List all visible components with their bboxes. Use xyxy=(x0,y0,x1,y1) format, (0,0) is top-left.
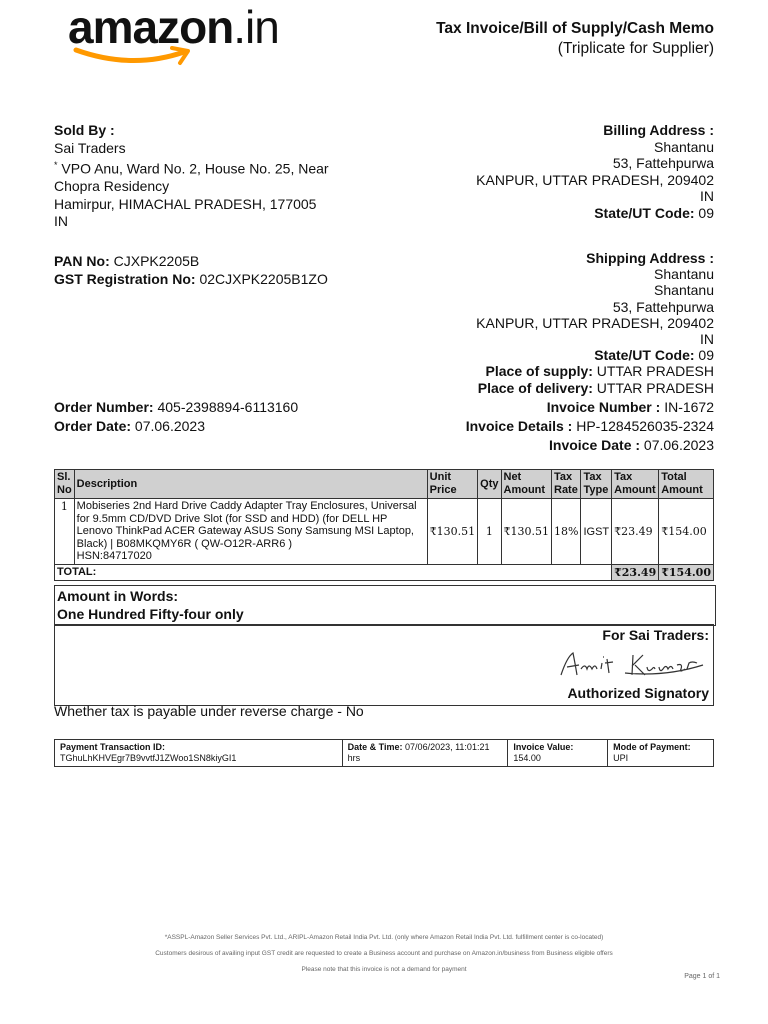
header-tax-amount: Tax Amount xyxy=(612,470,659,499)
header-unit-price: Unit Price xyxy=(427,470,478,499)
header-net-amount: Net Amount xyxy=(501,470,552,499)
header-tax-type: Tax Type xyxy=(581,470,612,499)
header-description: Description xyxy=(74,470,427,499)
shipping-name2: Shantanu xyxy=(654,282,714,299)
billing-country: IN xyxy=(700,188,714,204)
table-row xyxy=(55,499,714,565)
shipping-address-label: Shipping Address : xyxy=(586,250,714,266)
seller-address-line1: * VPO Anu, Ward No. 2, House No. 25, Near Chopra Residency xyxy=(54,160,329,195)
payment-datetime-cell: Date & Time: 07/06/2023, 11:01:21 hrs xyxy=(342,740,508,767)
gst-registration: GST Registration No: 02CJXPK2205B1ZO xyxy=(54,271,328,287)
seller-address-line2: Hamirpur, HIMACHAL PRADESH, 177005 xyxy=(54,195,317,212)
logo-tld: .in xyxy=(233,1,279,53)
order-number: Order Number: 405-2398894-6113160 xyxy=(54,399,299,415)
invoice-number: Invoice Number : IN-1672 xyxy=(546,399,714,415)
header-total-amount: Total Amount xyxy=(659,470,714,499)
place-of-delivery: Place of delivery: UTTAR PRADESH xyxy=(477,379,714,396)
row-tax-type: IGST xyxy=(581,499,612,565)
sold-by-section xyxy=(54,122,354,231)
footer-line-1: *ASSPL-Amazon Seller Services Pvt. Ltd., ARIPL-Amazon Retail India Pvt. Ltd. (only where Amazon Retail India Pvt. Ltd. fulfillment center is co-located) xyxy=(164,934,604,941)
payment-mode-cell: Mode of Payment: UPI xyxy=(608,740,714,767)
footer-line-2: Customers desirous of availing input GST credit are requested to create a Business account and purchase on Amazon.in/business from Business eligible offers xyxy=(155,950,613,957)
row-sl: 1 xyxy=(55,499,75,565)
header-qty: Qty xyxy=(478,470,501,499)
total-row xyxy=(55,565,714,581)
row-net-amount: ₹130.51 xyxy=(501,499,552,565)
header-tax-rate: Tax Rate xyxy=(552,470,581,499)
items-table xyxy=(54,469,714,581)
total-tax-amount: ₹23.49 xyxy=(612,565,659,581)
shipping-address-section xyxy=(476,250,714,396)
payment-value-cell: Invoice Value: 154.00 xyxy=(508,740,608,767)
invoice-date: Invoice Date : 07.06.2023 xyxy=(549,437,714,453)
signatory-box xyxy=(54,624,714,706)
page-number: Page 1 of 1 xyxy=(684,973,720,980)
shipping-line1: 53, Fattehpurwa xyxy=(612,298,714,315)
billing-line1: 53, Fattehpurwa xyxy=(612,155,714,171)
sold-by-label: Sold By : xyxy=(54,122,115,138)
smile-arrow-icon xyxy=(72,44,202,66)
invoice-subtitle: (Triplicate for Supplier) xyxy=(557,40,714,57)
authorized-signatory-label: Authorized Signatory xyxy=(567,685,709,701)
row-tax-rate: 18% xyxy=(552,499,581,565)
tax-ids-section xyxy=(54,252,328,288)
total-label: TOTAL: xyxy=(55,565,612,581)
amount-in-words-label: Amount in Words: xyxy=(57,588,179,604)
logo-name: amazon xyxy=(68,1,234,53)
amount-in-words-value: One Hundred Fifty-four only xyxy=(57,606,244,622)
place-of-supply: Place of supply: UTTAR PRADESH xyxy=(485,363,714,380)
seller-country: IN xyxy=(54,213,68,230)
shipping-name1: Shantanu xyxy=(654,266,714,283)
billing-address-section xyxy=(476,122,714,221)
document-title xyxy=(436,20,714,58)
total-amount: ₹154.00 xyxy=(659,565,714,581)
footer-line-3: Please note that this invoice is not a demand for payment xyxy=(301,966,467,973)
header-sl-no: Sl. No xyxy=(55,470,75,499)
invoice-details: Invoice Details : HP-1284526035-2324 xyxy=(465,418,714,434)
payment-txn-cell: Payment Transaction ID: TGhuLhKHVEgr7B9vvtfJ1ZWoo1SN8kiyGI1 xyxy=(55,740,343,767)
billing-name: Shantanu xyxy=(654,138,714,155)
row-unit-price: ₹130.51 xyxy=(427,499,478,565)
billing-line2: KANPUR, UTTAR PRADESH, 209402 xyxy=(476,171,714,188)
signatory-for-label: For Sai Traders: xyxy=(602,627,709,643)
row-hsn: HSN:84717020 xyxy=(76,550,152,562)
signature-image xyxy=(555,647,705,681)
shipping-state-code: State/UT Code: 09 xyxy=(594,347,714,364)
order-info-section xyxy=(54,398,298,436)
row-total-amount: ₹154.00 xyxy=(659,499,714,565)
billing-address-label: Billing Address : xyxy=(603,122,714,138)
shipping-line2: KANPUR, UTTAR PRADESH, 209402 xyxy=(476,314,714,331)
amount-in-words-box xyxy=(54,585,716,626)
row-description: Mobiseries 2nd Hard Drive Caddy Adapter Tray Enclosures, Universal for 9.5mm CD/DVD Drive Slot (for SSD and HDD) (for DELL HP Lenovo ThinkPad ACER Gateway ASUS Sony Samsung MSI Laptop, Black) | B08MKQMY6R ( QW-O12R-ARR6 ) HSN:84717020 xyxy=(74,499,427,565)
payment-row xyxy=(55,740,714,767)
shipping-country: IN xyxy=(700,331,714,348)
payment-table xyxy=(54,739,714,767)
table-header-row xyxy=(55,470,714,499)
reverse-charge-note: Whether tax is payable under reverse charge - No xyxy=(54,703,364,719)
invoice-info-section xyxy=(466,398,714,455)
order-date: Order Date: 07.06.2023 xyxy=(54,418,205,434)
pan-number: PAN No: CJXPK2205B xyxy=(54,253,200,269)
seller-name: Sai Traders xyxy=(54,139,126,156)
billing-state-code: State/UT Code: 09 xyxy=(594,204,714,221)
invoice-title: Tax Invoice/Bill of Supply/Cash Memo xyxy=(436,20,714,37)
row-qty: 1 xyxy=(478,499,501,565)
row-tax-amount: ₹23.49 xyxy=(612,499,659,565)
amazon-logo xyxy=(68,1,308,70)
